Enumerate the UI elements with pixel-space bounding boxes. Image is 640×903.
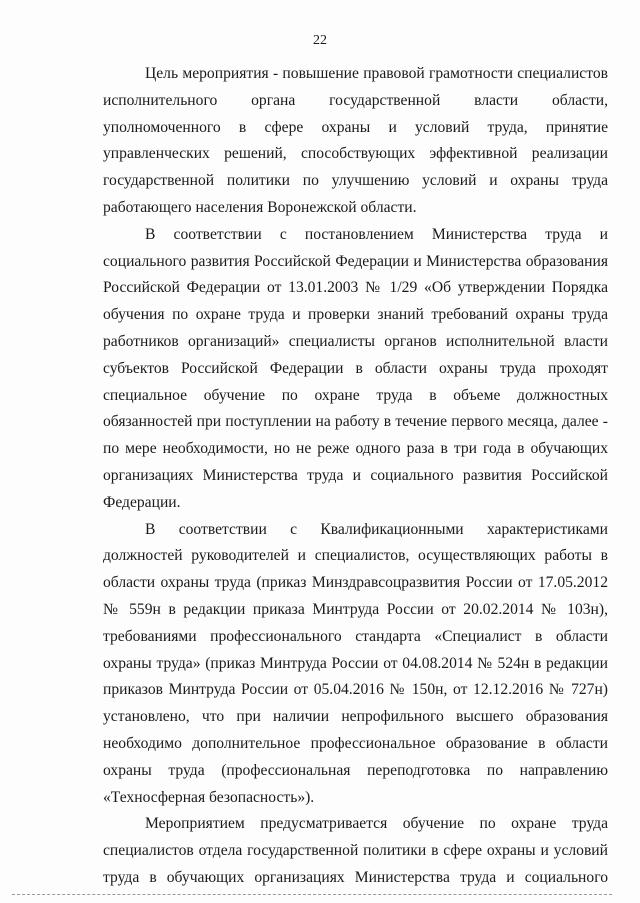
page-bottom-edge [12,894,612,895]
paragraph-resolution: В соответствии с постановлением Министерства труда и социального развития Российской Федерации и Министерства образования Российской Федерации от 13.01.2003 № 1/29 «Об утверждении Порядка обучения по охране труда и проверки знаний требований охраны труда работников организаций» специалисты органов исполнительной власти субъектов Российской Федерации в области охраны труда проходят специальное обучение по охране труда в объеме должностных обязанностей при поступлении на работу в течение первого месяца, далее - по мере необходимости, но не реже одного раза в три года в обучающих организациях Министерства труда и социального развития Российской Федерации. [103,225,608,511]
page-number: 22 [313,33,327,48]
paragraph-training: Мероприятием предусматривается обучение по охране труда специалистов отдела государственной политики в сфере охраны и условий труда в обучающих организациях Министерства труда и социального [103,815,608,886]
paragraph-purpose: Цель мероприятия - повышение правовой грамотности специалистов исполнительного органа государственной власти области, уполномоченного в сфере охраны и условий труда, принятие управленческих решений, способствующих эффективной реализации государственной политики по улучшению условий и охраны труда работающего населения Воронежской области. [103,65,608,216]
paragraph-qualification: В соответствии с Квалификационными характеристиками должностей руководителей и специалистов, осуществляющих работы в области охраны труда (приказ Минздравсоцразвития России от 17.05.2012 № 559н в редакции приказа Минтруда России от 20.02.2014 № 103н), требованиями профессионального стандарта «Специалист в области охраны труда» (приказ Минтруда России от 04.08.2014 № 524н в редакции приказов Минтруда России от 05.04.2016 № 150н, от 12.12.2016 № 727н) установлено, что при наличии непрофильного высшего образования необходимо дополнительное профессиональное образование в области охраны труда (профессиональная переподготовка по направлению «Техносферная безопасность»). [103,520,608,806]
document-body [103,61,608,892]
